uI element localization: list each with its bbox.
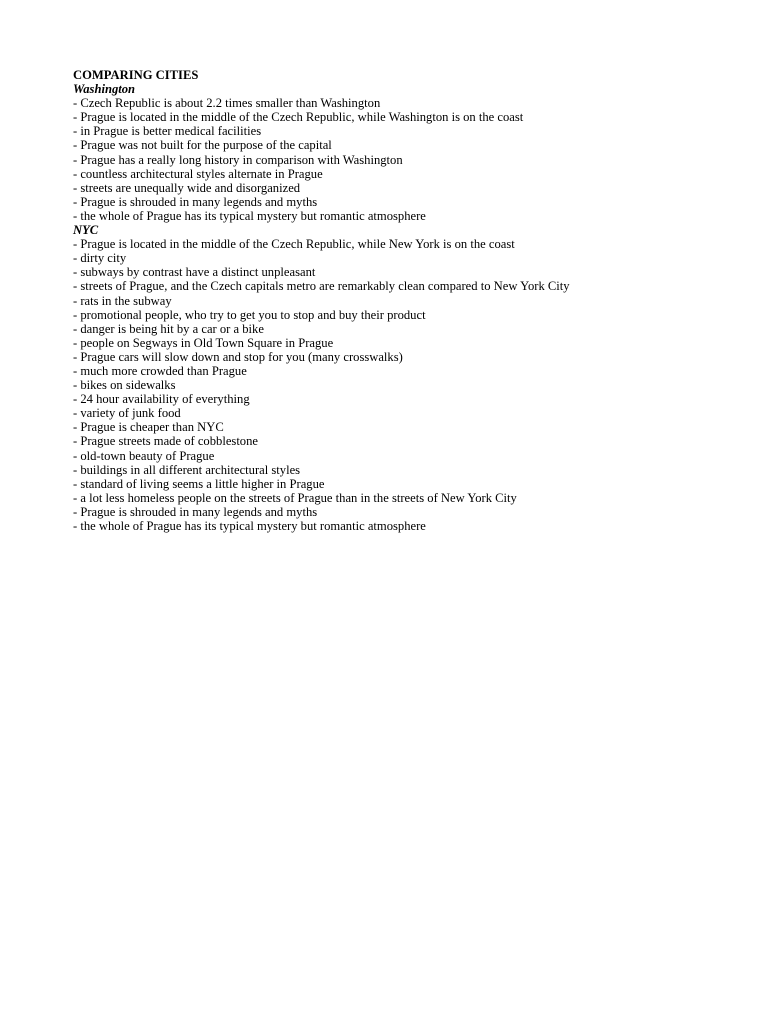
section-nyc <box>73 223 733 533</box>
list-item: - 24 hour availability of everything <box>73 392 250 407</box>
list-item: - countless architectural styles alternate in Prague <box>73 166 323 181</box>
list-item: - Prague cars will slow down and stop for you (many crosswalks) <box>73 349 403 364</box>
list-item: - Prague is located in the middle of the Czech Republic, while New York is on the coast <box>73 237 515 252</box>
list-item: - Prague has a really long history in comparison with Washington <box>73 152 403 167</box>
list-item: - dirty city <box>73 251 127 266</box>
list-item: - subways by contrast have a distinct unpleasant <box>73 265 316 280</box>
list-item: - promotional people, who try to get you to stop and buy their product <box>73 307 426 322</box>
list-item: - the whole of Prague has its typical mystery but romantic atmosphere <box>73 519 426 533</box>
list-item: - in Prague is better medical facilities <box>73 124 262 139</box>
section-heading: NYC <box>73 223 99 238</box>
section-washington <box>73 82 733 223</box>
list-item: - bikes on sidewalks <box>73 378 176 393</box>
list-item: - Prague streets made of cobblestone <box>73 434 258 449</box>
list-item: - the whole of Prague has its typical mystery but romantic atmosphere <box>73 208 426 223</box>
list-item: - much more crowded than Prague <box>73 363 247 378</box>
list-item: - buildings in all different architectural styles <box>73 462 301 477</box>
list-item: - streets are unequally wide and disorganized <box>73 180 301 195</box>
list-item: - Prague is cheaper than NYC <box>73 420 224 435</box>
bullet-list <box>73 96 733 223</box>
document-page <box>73 68 733 533</box>
list-item: - Prague is shrouded in many legends and myths <box>73 504 318 519</box>
bullet-list <box>73 237 733 533</box>
list-item: - Czech Republic is about 2.2 times smaller than Washington <box>73 96 381 111</box>
list-item: - a lot less homeless people on the streets of Prague than in the streets of New York City <box>73 490 517 505</box>
list-item: - standard of living seems a little higher in Prague <box>73 476 325 491</box>
list-item: - rats in the subway <box>73 293 172 308</box>
list-item: - variety of junk food <box>73 406 181 421</box>
list-item: - streets of Prague, and the Czech capitals metro are remarkably clean compared to New York City <box>73 279 570 294</box>
list-item: - Prague was not built for the purpose of the capital <box>73 138 332 153</box>
section-heading: Washington <box>73 82 136 97</box>
list-item: - people on Segways in Old Town Square in Prague <box>73 335 334 350</box>
list-item: - old-town beauty of Prague <box>73 448 215 463</box>
document-title: COMPARING CITIES <box>73 68 199 82</box>
list-item: - Prague is shrouded in many legends and myths <box>73 194 318 209</box>
list-item: - danger is being hit by a car or a bike <box>73 321 264 336</box>
list-item: - Prague is located in the middle of the Czech Republic, while Washington is on the coast <box>73 110 524 125</box>
